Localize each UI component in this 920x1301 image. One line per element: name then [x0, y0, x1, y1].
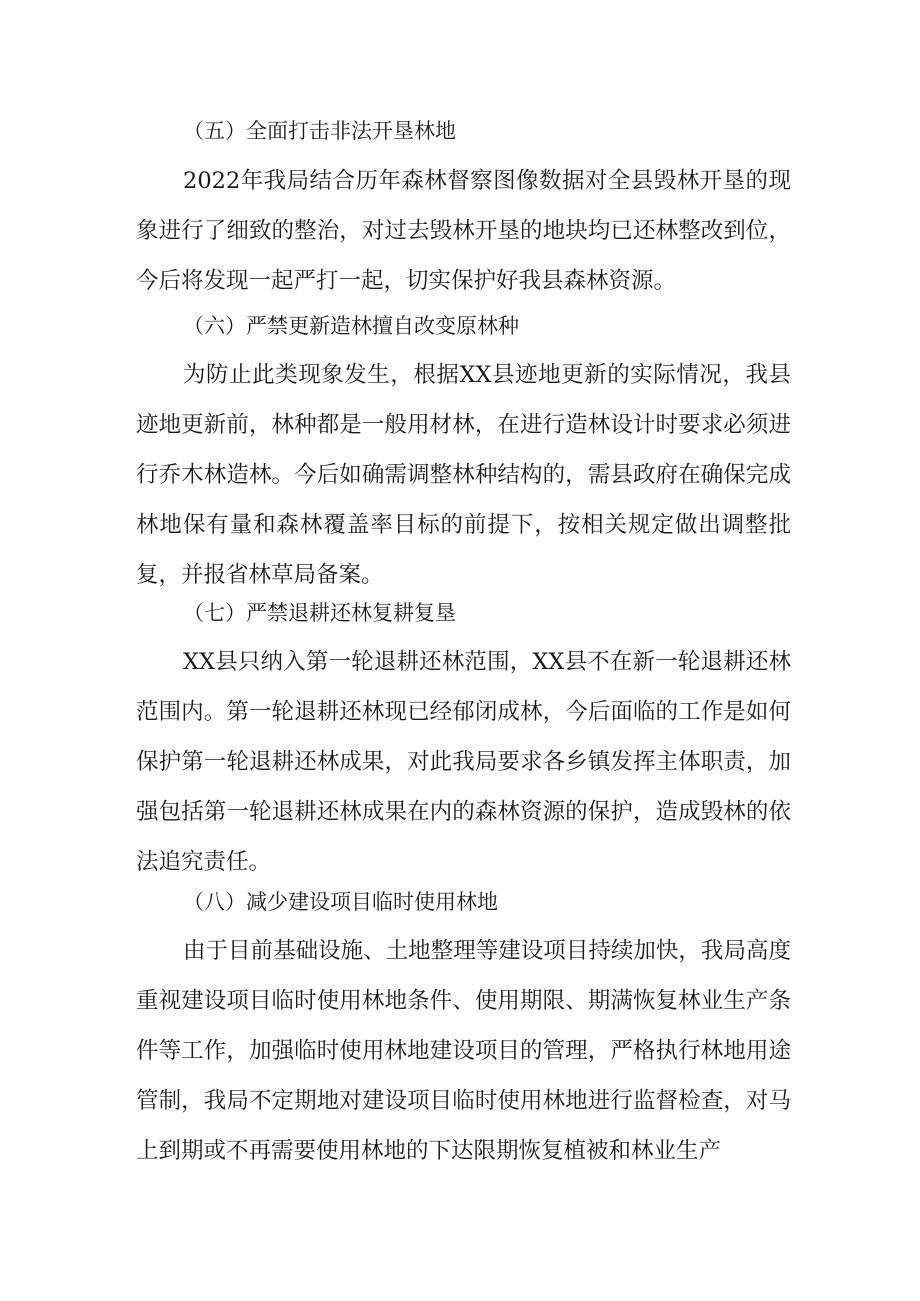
section-paragraph-6: 为防止此类现象发生，根据XX县迹地更新的实际情况，我县迹地更新前，林种都是一般用材林，在进行造林设计时要求必须进行乔木林造林。今后如确需调整林种结构的，需县政府在确保完成林地保有量和森林覆盖率目标的前提下，按相关规定做出调整批复，并报省林草局备案。 [136, 362, 791, 588]
section-heading-6: （六）严禁更新造林擅自改变原林种 [183, 314, 519, 338]
section-heading-7: （七）严禁退耕还林复耕复垦 [183, 601, 456, 625]
section-paragraph-7: XX县只纳入第一轮退耕还林范围，XX县不在新一轮退耕还林范围内。第一轮退耕还林现已经郁闭成林，今后面临的工作是如何保护第一轮退耕还林成果，对此我局要求各乡镇发挥主体职责，加强包括第一轮退耕还林成果在内的森林资源的保护，造成毁林的依法追究责任。 [136, 649, 791, 875]
section-paragraph-8: 由于目前基础设施、土地整理等建设项目持续加快，我局高度重视建设项目临时使用林地条件、使用期限、期满恢复林业生产条件等工作，加强临时使用林地建设项目的管理，严格执行林地用途管制，我局不定期地对建设项目临时使用林地进行监督检查，对马上到期或不再需要使用林地的下达限期恢复植被和林业生产 [136, 938, 791, 1164]
section-paragraph-5: 2022年我局结合历年森林督察图像数据对全县毁林开垦的现象进行了细致的整治，对过去毁林开垦的地块均已还林整改到位，今后将发现一起严打一起，切实保护好我县森林资源。 [136, 168, 791, 294]
section-heading-5: （五）全面打击非法开垦林地 [183, 119, 456, 143]
section-heading-8: （八）减少建设项目临时使用林地 [183, 890, 498, 914]
